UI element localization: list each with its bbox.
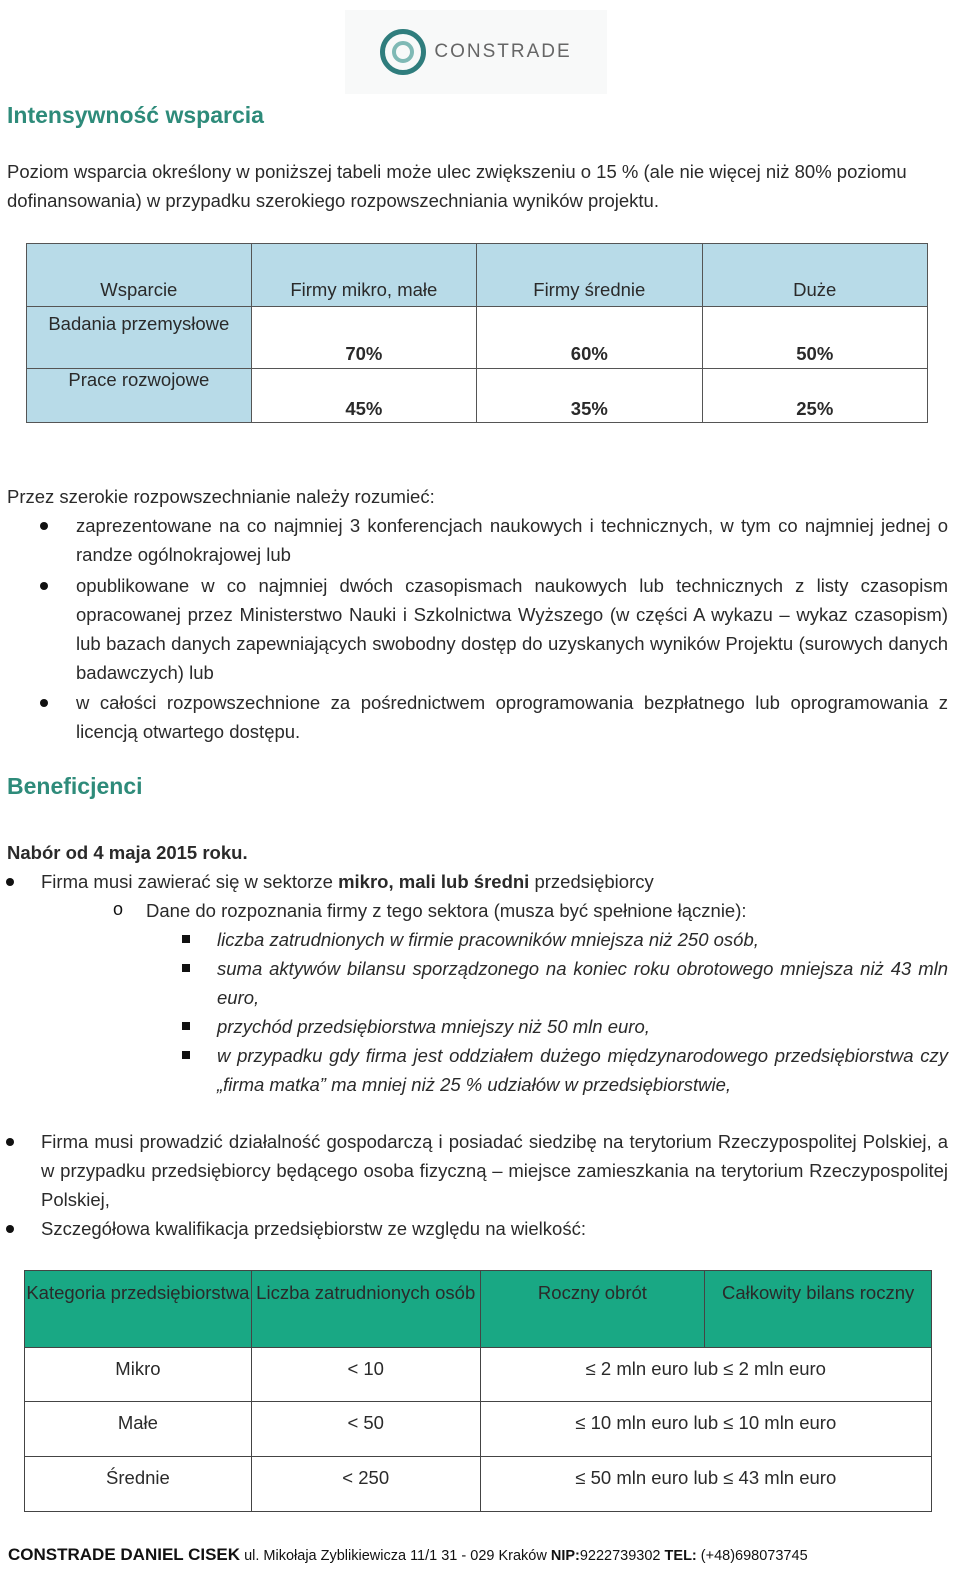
bullet-icon [6, 1225, 14, 1233]
finance-cell: ≤ 2 mln euro lub ≤ 2 mln euro [480, 1348, 931, 1402]
section-heading-intensity: Intensywność wsparcia [7, 102, 264, 128]
b1-text-end: przedsiębiorcy [529, 871, 654, 892]
square-bullet-icon [182, 964, 190, 972]
footer-tel-label: TEL: [660, 1548, 701, 1564]
list-item [41, 1214, 948, 1243]
footer-company: CONSTRADE DANIEL CISEK [8, 1545, 241, 1564]
value-cell: 50% [702, 307, 927, 369]
footer-tel: (+48)698073745 [700, 1548, 808, 1564]
list-item [41, 1127, 948, 1214]
square-bullet-icon [182, 1051, 190, 1059]
table-header-cell: Kategoria przedsiębiorstwa [25, 1271, 252, 1348]
square-bullet-icon [182, 1022, 190, 1030]
list-item [217, 954, 948, 1012]
finance-cell: ≤ 10 mln euro lub ≤ 10 mln euro [480, 1402, 931, 1457]
footer-nip: 9222739302 [579, 1548, 661, 1564]
row-label: Prace rozwojowe [27, 369, 252, 423]
finance-cell: ≤ 50 mln euro lub ≤ 43 mln euro [480, 1457, 931, 1512]
criteria-text: suma aktywów bilansu sporządzonego na koniec roku obrotowego mniejsza niż 43 mln euro, [217, 958, 948, 1008]
value-cell: 35% [477, 369, 702, 423]
circle-bullet-icon: o [113, 899, 124, 919]
table-header-cell: Wsparcie [27, 244, 252, 307]
beneficiary-list [41, 1127, 948, 1243]
value-cell: 70% [251, 307, 476, 369]
table-header-cell: Roczny obrót [480, 1271, 705, 1348]
bullet-icon [6, 878, 14, 886]
list-item-text: Firma musi prowadzić działalność gospodarczą i posiadać siedzibę na terytorium Rzeczypospolitej Polskiej, a w przypadku przedsiębiorcy będącego osoba fizyczną – miejsce zamieszkania na terytorium Rzeczypospolitej Polskiej, [41, 1131, 948, 1210]
nabor-notice: Nabór od 4 maja 2015 roku. [7, 842, 248, 863]
category-cell: Małe [25, 1402, 252, 1457]
table-row [25, 1457, 932, 1512]
bullet-icon [40, 699, 48, 707]
employees-cell: < 10 [251, 1348, 480, 1402]
dissemination-intro: Przez szerokie rozpowszechnianie należy rozumieć: [7, 486, 435, 507]
footer-nip-label: NIP: [550, 1548, 580, 1564]
sub-item-text: Dane do rozpoznania firmy z tego sektora (musza być spełnione łącznie): [146, 900, 747, 921]
beneficiary-bullet-1 [41, 867, 949, 896]
section-heading-beneficiaries: Beneficjenci [7, 773, 143, 799]
table-header-cell: Duże [702, 244, 927, 307]
criteria-list [217, 925, 948, 1099]
table-row [25, 1348, 932, 1402]
square-bullet-icon [182, 935, 190, 943]
list-item-text: opublikowane w co najmniej dwóch czasopismach naukowych lub technicznych z listy czasopism opracowanej przez Ministerstwo Nauki i Szkolnictwa Wyższego (w części A wykazu – wykaz czasopism) lub bazach danych zapewniających swobodny dostęp do uzyskanych wyników Projektu (surowych danych badawczych) lub [76, 575, 948, 683]
criteria-text: w przypadku gdy firma jest oddziałem dużego międzynarodowego przedsiębiorstwa czy „firma matka” ma mniej niż 25 % udziałów w przedsiębiorstwie, [217, 1045, 948, 1095]
b1-text: Firma musi zawierać się w sektorze [41, 871, 339, 892]
employees-cell: < 50 [251, 1402, 480, 1457]
list-item [217, 1012, 948, 1041]
page-footer [8, 1545, 808, 1565]
table-row [27, 369, 928, 423]
list-item-text: w całości rozpowszechnione za pośrednictwem oprogramowania bezpłatnego lub oprogramowania z licencją otwartego dostępu. [76, 692, 948, 742]
list-item-text: zaprezentowane na co najmniej 3 konferencjach naukowych i technicznych, w tym co najmniej jednej o randze ogólnokrajowej lub [76, 515, 948, 565]
list-item [217, 925, 948, 954]
table-header-cell: Całkowity bilans roczny [705, 1271, 932, 1348]
criteria-text: przychód przedsiębiorstwa mniejszy niż 50 mln euro, [217, 1016, 650, 1037]
dissemination-list [76, 511, 948, 746]
table-header-cell: Firmy mikro, małe [251, 244, 476, 307]
list-item-text: Szczegółowa kwalifikacja przedsiębiorstw ze względu na wielkość: [41, 1218, 586, 1239]
value-cell: 45% [251, 369, 476, 423]
company-logo [345, 10, 607, 94]
company-size-table [24, 1270, 932, 1512]
bullet-icon [6, 1138, 14, 1146]
criteria-text: liczba zatrudnionych w firmie pracowników mniejsza niż 250 osób, [217, 929, 759, 950]
list-item [217, 1041, 948, 1099]
list-item [76, 511, 948, 569]
list-item [76, 571, 948, 687]
sub-item-o [113, 896, 747, 925]
value-cell: 60% [477, 307, 702, 369]
category-cell: Średnie [25, 1457, 252, 1512]
logo-text: CONSTRADE [434, 41, 572, 62]
table-header-cell: Firmy średnie [477, 244, 702, 307]
logo-mark-icon [380, 29, 426, 75]
row-label: Badania przemysłowe [27, 307, 252, 369]
table-row [27, 307, 928, 369]
b1-bold-text: mikro, mali lub średni [338, 871, 530, 892]
table-header-cell: Liczba zatrudnionych osób [251, 1271, 480, 1348]
bullet-icon [40, 522, 48, 530]
footer-address: ul. Mikołaja Zyblikiewicza 11/1 31 - 029 Kraków [240, 1548, 551, 1564]
value-cell: 25% [702, 369, 927, 423]
intro-paragraph: Poziom wsparcia określony w poniższej tabeli może ulec zwiększeniu o 15 % (ale nie więcej niż 80% poziomu dofinansowania) w przypadku szerokiego rozpowszechniania wyników projektu. [7, 161, 907, 211]
category-cell: Mikro [25, 1348, 252, 1402]
support-intensity-table [26, 243, 928, 423]
employees-cell: < 250 [251, 1457, 480, 1512]
list-item [76, 688, 948, 746]
bullet-icon [40, 582, 48, 590]
table-row [25, 1402, 932, 1457]
